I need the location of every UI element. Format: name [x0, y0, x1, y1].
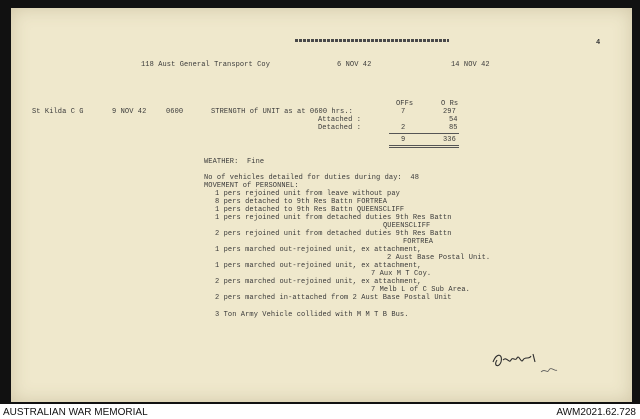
strength-label: STRENGTH of UNIT as at 0600 hrs.: [211, 108, 353, 116]
movement-line: 2 Aust Base Postal Unit. [387, 254, 491, 262]
movement-line: 2 pers marched out-rejoined unit, ex attachment, [215, 278, 422, 286]
detached-offs: 2 [401, 124, 406, 132]
entry-place: St Kilda C G [32, 108, 84, 116]
header-rule [295, 39, 449, 42]
page-number: 4 [596, 39, 601, 47]
strength-offs: 7 [401, 108, 406, 116]
detached-ors: 85 [449, 124, 458, 132]
movement-line: 8 pers detached to 9th Res Battn FORTREA [215, 198, 388, 206]
attached-ors: 54 [449, 116, 458, 124]
movement-line: 1 pers marched out-rejoined unit, ex attachment, [215, 262, 422, 270]
collision-note: 3 Ton Army Vehicle collided with M M T B Bus. [215, 311, 409, 319]
detached-label: Detached : [318, 124, 362, 132]
date-to: 14 NOV 42 [451, 61, 490, 69]
movement-line: 1 pers marched out-rejoined unit, ex attachment, [215, 246, 422, 254]
movement-line: 7 Aux M T Coy. [371, 270, 432, 278]
movement-line: 2 pers marched in-attached from 2 Aust Base Postal Unit [215, 294, 452, 302]
col-header-offs: OFFs [396, 100, 414, 108]
total-offs: 9 [401, 136, 406, 144]
total-double-rule-2 [389, 147, 459, 148]
handwritten-signature [489, 342, 569, 382]
footer-credit: AUSTRALIAN WAR MEMORIAL [3, 407, 148, 418]
total-ors: 336 [443, 136, 456, 144]
movement-heading: MOVEMENT of PERSONNEL: [204, 182, 299, 190]
total-rule [389, 133, 459, 134]
movement-line: FORTREA [403, 238, 434, 246]
unit-name: 118 Aust General Transport Coy [141, 61, 271, 69]
entry-time: 0600 [166, 108, 184, 116]
movement-line: 1 pers rejoined unit from detached duties 9th Res Battn [215, 214, 452, 222]
movement-line: 2 pers rejoined unit from detached duties 9th Res Battn [215, 230, 452, 238]
strength-ors: 297 [443, 108, 456, 116]
footer-accession: AWM2021.62.728 [556, 407, 636, 418]
weather: WEATHER: Fine [204, 158, 265, 166]
movement-line: 7 Melb L of C Sub Area. [371, 286, 470, 294]
movement-line: 1 pers detached to 9th Res Battn QUEENSCLIFF [215, 206, 405, 214]
entry-date: 9 NOV 42 [112, 108, 147, 116]
date-from: 6 NOV 42 [337, 61, 372, 69]
movement-line: QUEENSCLIFF [383, 222, 431, 230]
movement-line: 1 pers rejoined unit from leave without pay [215, 190, 400, 198]
document-page [11, 8, 632, 402]
attached-label: Attached : [318, 116, 362, 124]
total-double-rule-1 [389, 145, 459, 146]
vehicles-detailed: No of vehicles detailed for duties during day: 48 [204, 174, 420, 182]
col-header-ors: O Rs [441, 100, 459, 108]
footer-bar [0, 404, 640, 419]
